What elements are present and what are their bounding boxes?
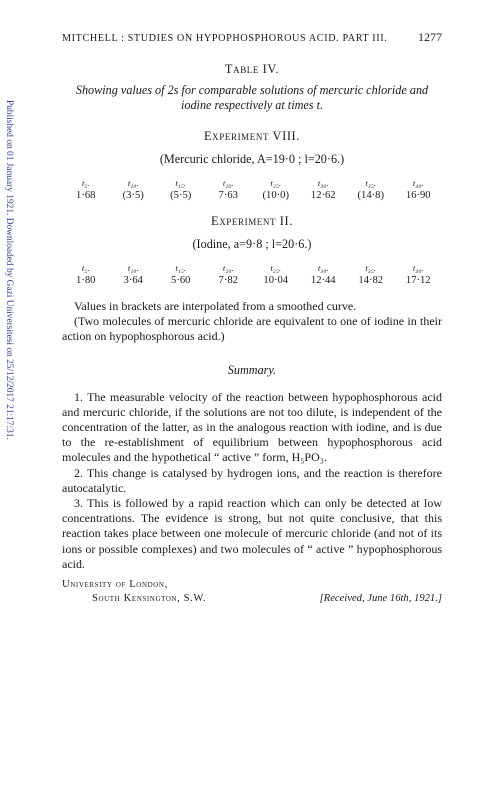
summary-paragraph: 3. This is followed by a rapid reaction which can only be detected at low concentrations. The evidence is strong, but not quite conclusive, that this reaction takes place between one molecule of mercuric chloride (and not of its ions or possible complexes) and two molecules of “ active ” hypophosphorous acid. xyxy=(62,496,442,571)
footer xyxy=(62,578,442,606)
summary-heading: Summary. xyxy=(227,362,277,377)
table-values-row xyxy=(62,189,442,202)
experiment-block xyxy=(62,214,442,287)
time-header: t₂₀. xyxy=(222,178,234,188)
table-header-row xyxy=(62,262,442,274)
time-header: t₁₅. xyxy=(175,178,187,188)
value-cell: (5·5) xyxy=(170,190,192,201)
time-header: t₃₅. xyxy=(365,263,377,273)
summary-paragraph: 2. This change is catalysed by hydrogen ions, and the reaction is therefore autocatalytic. xyxy=(62,465,442,495)
note-paragraph: (Two molecules of mercuric chloride are equivalent to one of iodine in their action on hypophosphorous acid.) xyxy=(62,314,442,344)
value-cell: 17·12 xyxy=(405,275,431,286)
value-cell: 3·64 xyxy=(123,275,143,286)
value-cell: 5·60 xyxy=(171,275,191,286)
value-cell: 1·68 xyxy=(76,190,96,201)
side-watermark-text: Published on 01 January 1921. Downloaded by Gazi Universitesi on 25/12/2017 21:17:31. xyxy=(4,100,14,440)
table-caption: Showing values of 2s for comparable solutions of mercuric chloride and iodine respectively at times t. xyxy=(75,83,429,112)
value-cell: 1·80 xyxy=(76,275,96,286)
note-paragraph: Values in brackets are interpolated from a smoothed curve. xyxy=(74,299,357,313)
value-cell: (10·0) xyxy=(262,190,289,201)
value-cell: 16·90 xyxy=(405,190,431,201)
table-header-row xyxy=(62,177,442,189)
time-header: t₁₀. xyxy=(127,263,139,273)
author-address xyxy=(62,578,206,606)
experiment-title: Experiment VIII. xyxy=(204,129,300,143)
time-header: t₂₅. xyxy=(270,178,282,188)
time-header: t₄₀. xyxy=(412,263,424,273)
table-values-row xyxy=(62,274,442,287)
experiment-conditions: (Iodine, a=9·8 ; l=20·6.) xyxy=(192,237,312,251)
time-header: t₂₀. xyxy=(222,263,234,273)
running-head-title: MITCHELL : STUDIES ON HYPOPHOSPHOROUS ACID. PART III. xyxy=(62,33,388,44)
received-date: [Received, June 16th, 1921.] xyxy=(319,593,442,605)
time-header: t₅. xyxy=(81,263,90,273)
address-line: South Kensington, S.W. xyxy=(92,593,207,605)
experiment-title: Experiment II. xyxy=(211,214,293,228)
value-cell: 12·62 xyxy=(310,190,336,201)
value-cell: 14·82 xyxy=(358,275,384,286)
time-header: t₅. xyxy=(81,178,90,188)
value-cell: 7·63 xyxy=(218,190,238,201)
time-header: t₃₀. xyxy=(317,263,329,273)
time-header: t₂₅. xyxy=(270,263,282,273)
experiment-block xyxy=(62,129,442,202)
value-cell: 10·04 xyxy=(263,275,289,286)
values-table xyxy=(62,262,442,287)
time-header: t₃₀. xyxy=(317,178,329,188)
address-line: University of London, xyxy=(62,579,168,591)
time-header: t₃₅. xyxy=(365,178,377,188)
value-cell: 12·44 xyxy=(310,275,336,286)
table-title: Table IV. xyxy=(224,62,280,76)
time-header: t₁₀. xyxy=(127,178,139,188)
time-header: t₁₅. xyxy=(175,263,187,273)
time-header: t₄₀. xyxy=(412,178,424,188)
value-cell: 7·82 xyxy=(218,275,238,286)
values-table xyxy=(62,177,442,202)
value-cell: (3·5) xyxy=(122,190,144,201)
value-cell: (14·8) xyxy=(357,190,384,201)
running-head xyxy=(62,30,442,45)
page-number: 1277 xyxy=(418,30,442,44)
summary-paragraph: 1. The measurable velocity of the reaction between hypophosphorous acid and mercuric chloride, if the solutions are not too dilute, is independent of the concentration of the latter, as in the analogous reaction with iodine, and is due to the re-establishment of equilibrium between hypophosphorous acid molecules and the hypothetical “ active ” form, H₅PO₃. xyxy=(62,389,442,465)
page-content xyxy=(62,62,442,606)
side-watermark xyxy=(2,100,14,720)
experiment-conditions: (Mercuric chloride, A=19·0 ; l=20·6.) xyxy=(159,152,345,166)
